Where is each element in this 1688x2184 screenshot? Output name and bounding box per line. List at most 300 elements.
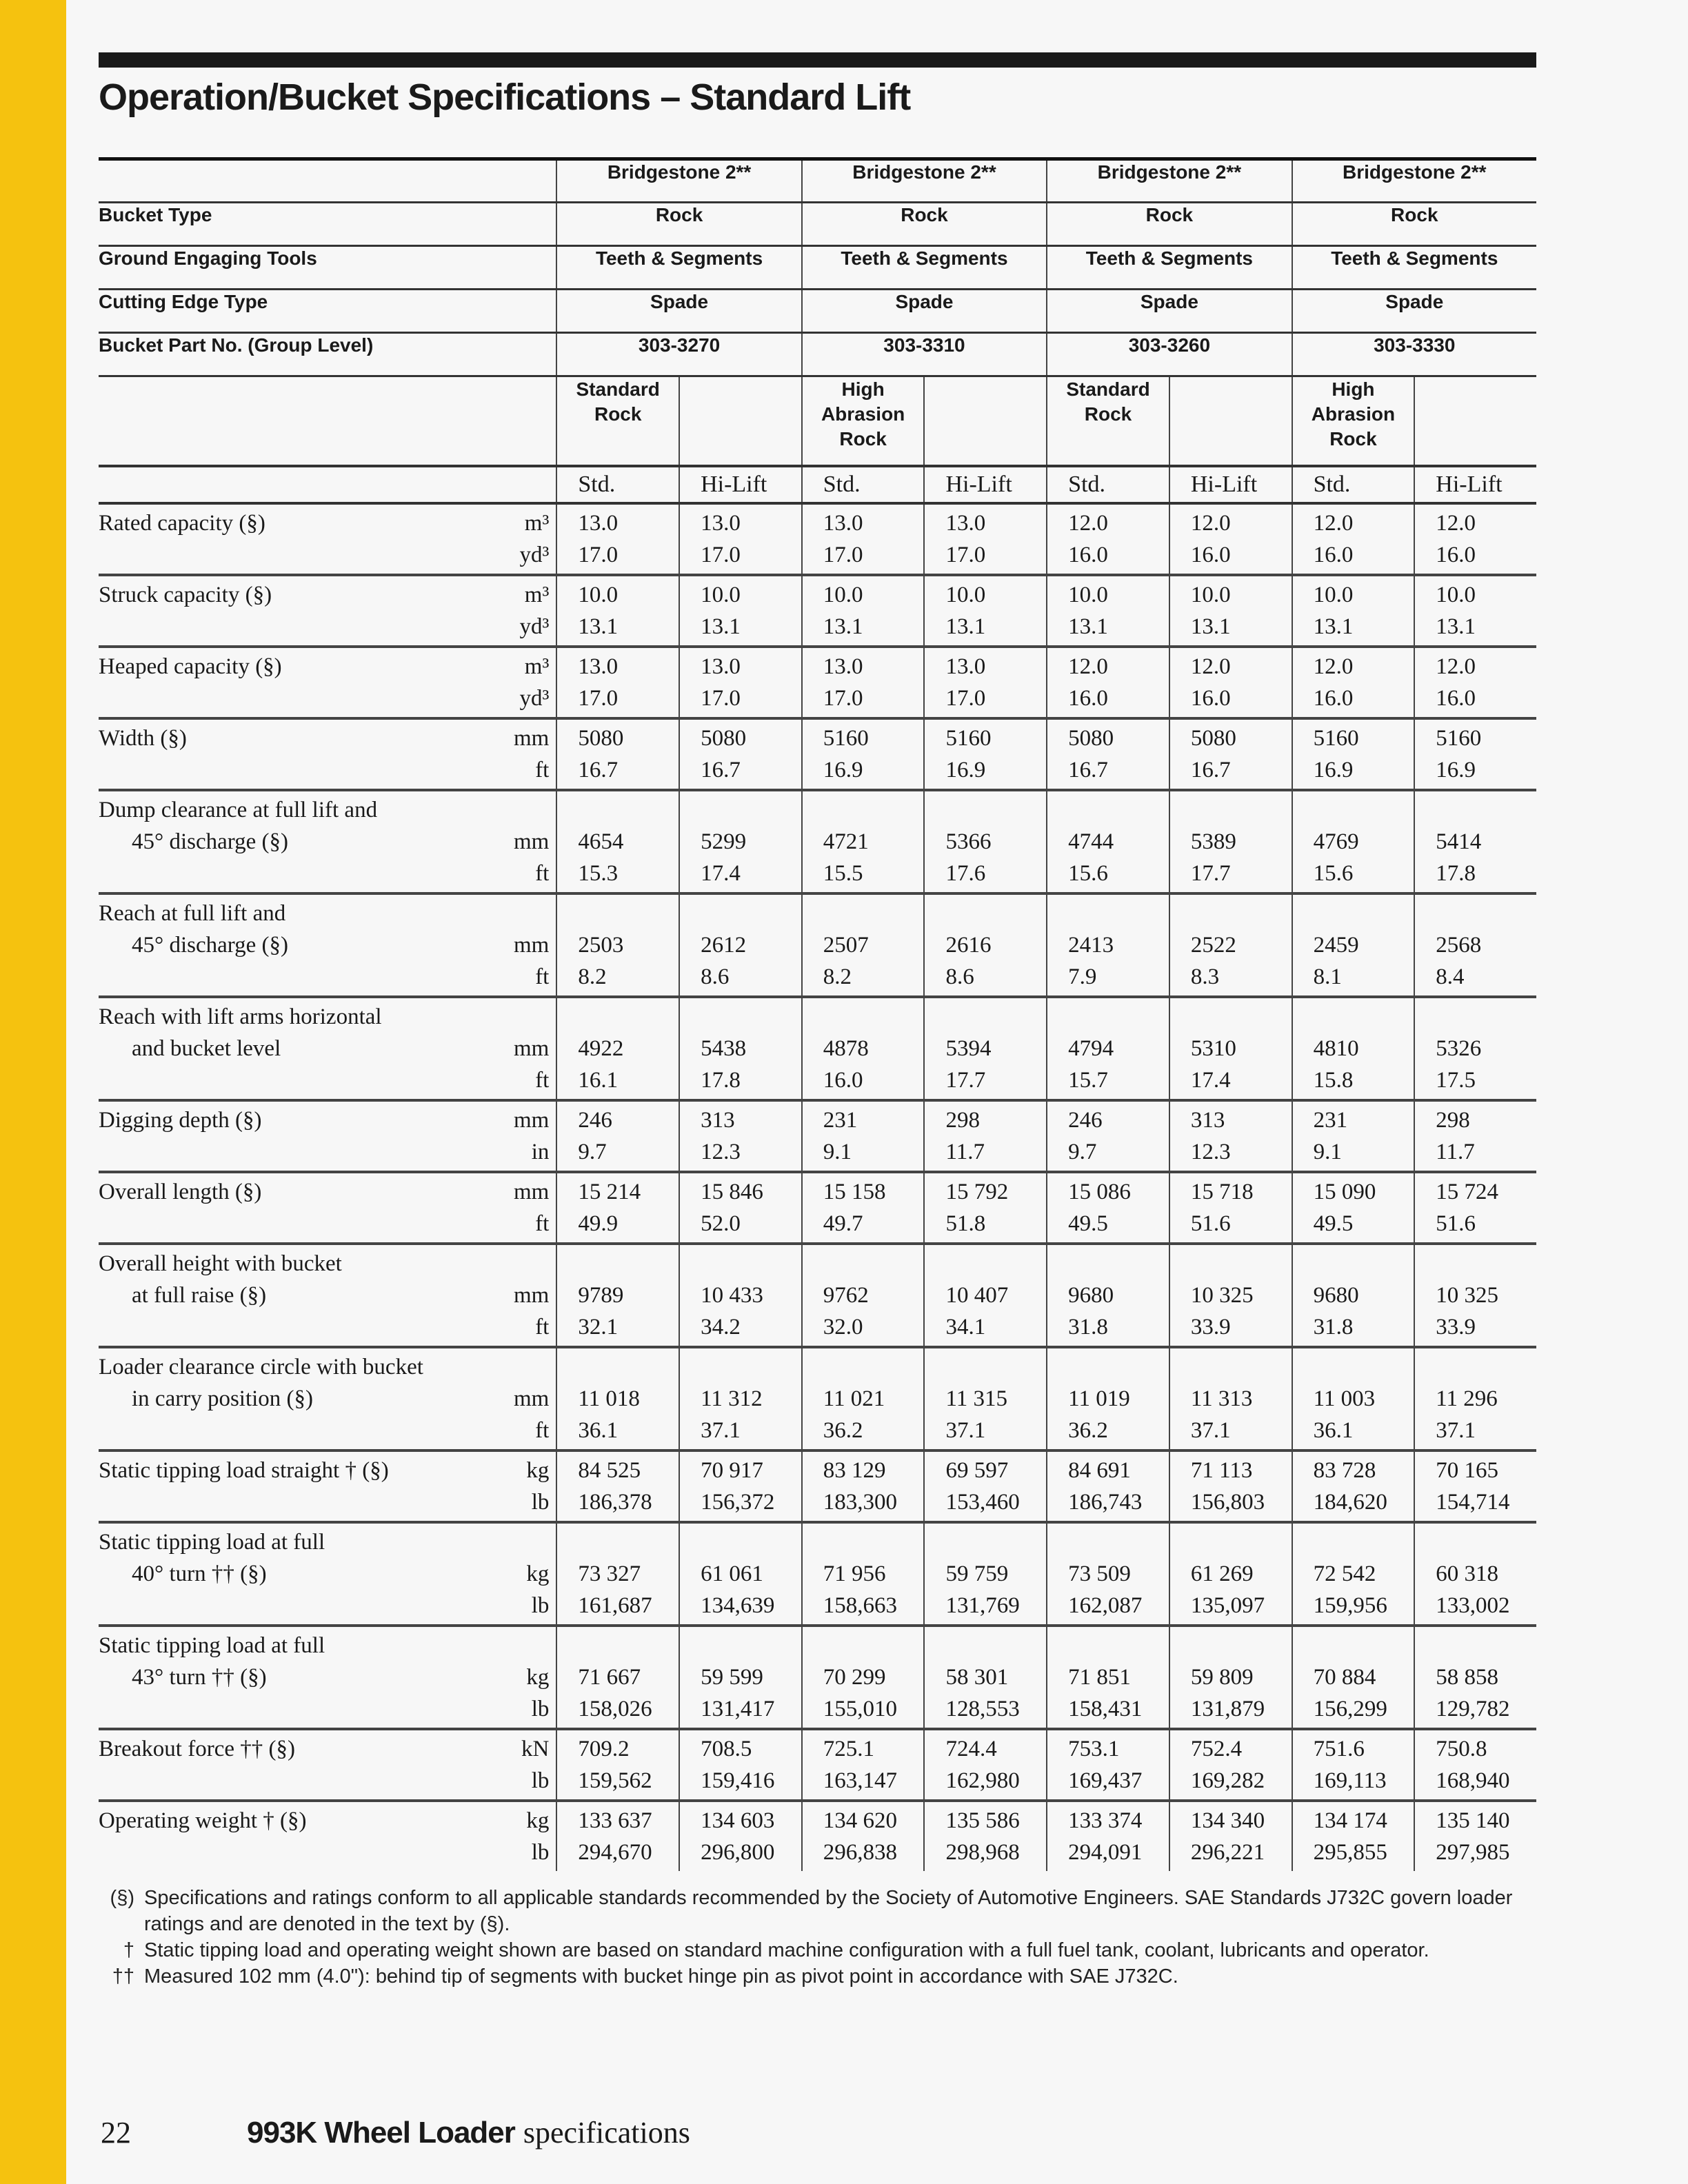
spec-value: 156,299 (1313, 1696, 1387, 1721)
spec-value: 73 509 (1068, 1561, 1131, 1586)
spec-row (99, 503, 1536, 575)
spacer (488, 1630, 549, 1661)
bucket-name-line: Standard (576, 378, 660, 400)
bucket-name-line: Abrasion (1311, 403, 1396, 425)
footer-model: 993K Wheel Loader (247, 2116, 515, 2150)
unit-label: ft (535, 1314, 550, 1339)
spec-value-cell (802, 718, 925, 790)
spec-value: 15 158 (823, 1179, 886, 1204)
spec-value-cell (802, 1172, 925, 1244)
spacer (488, 1248, 549, 1280)
unit-label: lb (531, 1696, 550, 1721)
spec-units (488, 1450, 556, 1522)
bucket-name (802, 376, 925, 466)
spacer (578, 1001, 679, 1033)
spec-value-cell (679, 503, 802, 575)
spec-value-cell (679, 1347, 802, 1450)
spec-value: 16.0 (823, 1067, 863, 1093)
spec-row (99, 1100, 1536, 1172)
spec-value: 84 691 (1068, 1457, 1131, 1483)
bucket-name-row (99, 376, 1536, 466)
spec-value-cell (924, 1522, 1047, 1626)
spacer (823, 1351, 924, 1383)
spec-value-cell (679, 1172, 802, 1244)
unit-label: mm (514, 1179, 550, 1204)
spec-value: 12.0 (1313, 510, 1354, 536)
spec-value-cell (1047, 575, 1169, 647)
spec-units (488, 718, 556, 790)
spec-value: 84 525 (578, 1457, 641, 1483)
spec-value-cell (1047, 790, 1169, 893)
spec-value: 12.0 (1068, 654, 1108, 679)
spec-value-cell (679, 1244, 802, 1347)
spec-value-cell (924, 997, 1047, 1100)
spec-value: 184,620 (1313, 1489, 1387, 1515)
spacer (823, 1526, 924, 1558)
spec-value: 298 (945, 1107, 980, 1133)
spec-value: 17.8 (701, 1067, 741, 1093)
header-row-label: Bucket Part No. (Group Level) (99, 333, 556, 376)
spec-value: 17.0 (945, 542, 986, 567)
header-row-value: Spade (1292, 290, 1536, 333)
spec-value: 52.0 (701, 1211, 741, 1236)
spec-value: 36.2 (823, 1417, 863, 1443)
spec-value: 298,968 (945, 1839, 1020, 1865)
spec-units (488, 1801, 556, 1871)
spec-value: 13.1 (1190, 614, 1231, 639)
spacer (578, 1526, 679, 1558)
spec-value: 10 325 (1436, 1282, 1499, 1308)
spacer (578, 794, 679, 826)
spec-label-line: Static tipping load straight † (§) (99, 1457, 389, 1483)
spec-value: 161,687 (578, 1593, 652, 1618)
spec-value: 5414 (1436, 829, 1482, 854)
spec-label-line: Static tipping load at full (99, 1529, 325, 1555)
spec-value: 11.7 (945, 1139, 985, 1164)
spec-value-cell (802, 1347, 925, 1450)
spec-value: 296,800 (701, 1839, 775, 1865)
unit-label: yd³ (519, 542, 550, 567)
spec-value: 58 301 (945, 1664, 1009, 1690)
spec-label-line: Struck capacity (§) (99, 582, 272, 607)
spec-value: 5366 (945, 829, 992, 854)
spec-value: 183,300 (823, 1489, 898, 1515)
spec-value: 71 851 (1068, 1664, 1131, 1690)
spec-value: 9789 (578, 1282, 624, 1308)
spec-value: 231 (823, 1107, 858, 1133)
spec-value: 11 019 (1068, 1386, 1130, 1411)
header-row-value: Teeth & Segments (802, 246, 1047, 290)
spec-value-cell (1414, 647, 1536, 718)
bucket-name-line: Standard (1066, 378, 1150, 400)
spec-value-cell (556, 1347, 679, 1450)
spec-value: 129,782 (1436, 1696, 1510, 1721)
header-row-value: Teeth & Segments (556, 246, 801, 290)
spec-value-cell (802, 1244, 925, 1347)
spec-value: 51.6 (1436, 1211, 1476, 1236)
bucket-name (1292, 376, 1415, 466)
spec-value-cell (924, 1450, 1047, 1522)
spacer (1191, 898, 1292, 929)
spacer (1068, 898, 1169, 929)
spec-units (488, 790, 556, 893)
unit-label: m³ (524, 582, 550, 607)
spec-value: 16.9 (823, 757, 863, 782)
header-row-label: Cutting Edge Type (99, 290, 556, 333)
spec-value: 4922 (578, 1035, 624, 1061)
spec-units (488, 997, 556, 1100)
unit-label: lb (531, 1768, 550, 1793)
spec-value: 131,879 (1190, 1696, 1265, 1721)
spec-value: 708.5 (701, 1736, 752, 1761)
spec-value-cell (679, 647, 802, 718)
spec-value: 313 (1190, 1107, 1225, 1133)
spec-value-cell (1047, 1626, 1169, 1729)
spec-value-cell (556, 1450, 679, 1522)
spec-value-cell (1169, 1244, 1292, 1347)
spec-value: 16.7 (1190, 757, 1231, 782)
spec-value: 13.0 (701, 654, 741, 679)
bucket-name-line: High (841, 378, 885, 400)
header-row-value: Teeth & Segments (1047, 246, 1292, 290)
spacer (701, 1351, 801, 1383)
spec-value-cell (556, 575, 679, 647)
spec-value: 11 312 (701, 1386, 763, 1411)
spec-value: 9.7 (578, 1139, 607, 1164)
spacer (701, 1001, 801, 1033)
spec-units (488, 647, 556, 718)
footnote (99, 1885, 1536, 1937)
unit-label: in (531, 1139, 550, 1164)
spec-value: 37.1 (701, 1417, 741, 1443)
spec-value: 70 165 (1436, 1457, 1499, 1483)
spec-value: 33.9 (1436, 1314, 1476, 1339)
spec-value: 2522 (1190, 932, 1236, 958)
spec-value: 16.0 (1068, 685, 1108, 711)
spec-value-cell (802, 575, 925, 647)
spec-value: 4878 (823, 1035, 869, 1061)
spec-value-cell (1292, 1244, 1415, 1347)
header-blank (679, 376, 802, 466)
spec-value-cell (679, 575, 802, 647)
spec-value: 5394 (945, 1035, 992, 1061)
unit-label: mm (514, 725, 550, 751)
spacer (1068, 1248, 1169, 1280)
spec-value-cell (1169, 1100, 1292, 1172)
spec-value-cell (924, 1100, 1047, 1172)
spec-value: 17.7 (945, 1067, 986, 1093)
spec-value-cell (1047, 1172, 1169, 1244)
spec-label-line: 43° turn †† (§) (132, 1664, 267, 1690)
spec-value: 8.1 (1313, 964, 1342, 989)
spacer (488, 898, 549, 929)
spec-label (99, 790, 488, 893)
spec-value-cell (802, 790, 925, 893)
spec-value: 34.1 (945, 1314, 986, 1339)
spec-label-line: Heaped capacity (§) (99, 654, 282, 679)
spec-value-cell (1047, 1522, 1169, 1626)
spec-value: 13.1 (945, 614, 986, 639)
spec-value: 156,372 (701, 1489, 775, 1515)
spec-value: 72 542 (1313, 1561, 1376, 1586)
spec-value-cell (556, 1244, 679, 1347)
spec-value: 5080 (701, 725, 747, 751)
spec-value-cell (802, 997, 925, 1100)
spec-value-cell (924, 1347, 1047, 1450)
spacer (945, 1001, 1046, 1033)
bucket-name-line: High (1332, 378, 1375, 400)
spacer (1191, 794, 1292, 826)
spec-value: 134 340 (1190, 1808, 1265, 1833)
spec-value: 11 018 (578, 1386, 640, 1411)
spec-value: 17.0 (578, 542, 619, 567)
spec-table-header (99, 159, 1536, 503)
spec-value: 11.7 (1436, 1139, 1475, 1164)
spec-label-line: Reach with lift arms horizontal (99, 1004, 382, 1029)
footer-suffix: specifications (523, 2116, 690, 2150)
spec-value: 753.1 (1068, 1736, 1120, 1761)
spec-value: 33.9 (1190, 1314, 1231, 1339)
spec-value: 7.9 (1068, 964, 1097, 989)
spec-value: 16.9 (1313, 757, 1354, 782)
spec-value-cell (679, 1626, 802, 1729)
spec-value-cell (556, 997, 679, 1100)
tire-row (99, 159, 1536, 203)
spec-value-cell (1292, 1522, 1415, 1626)
header-blank (99, 466, 556, 503)
spec-value: 12.0 (1068, 510, 1108, 536)
spec-label (99, 647, 488, 718)
spec-label (99, 997, 488, 1100)
spec-value: 12.0 (1436, 510, 1476, 536)
header-row-value: 303-3330 (1292, 333, 1536, 376)
spec-value: 59 809 (1190, 1664, 1254, 1690)
spacer (823, 1248, 924, 1280)
spec-value: 135 140 (1436, 1808, 1510, 1833)
spec-value: 158,663 (823, 1593, 898, 1618)
spec-value: 10.0 (1068, 582, 1108, 607)
spec-value: 296,838 (823, 1839, 898, 1865)
spec-row (99, 1172, 1536, 1244)
spacer (701, 1630, 801, 1661)
spec-units (488, 1729, 556, 1801)
spec-value: 709.2 (578, 1736, 630, 1761)
tire-cell: Bridgestone 2** (1047, 159, 1292, 203)
spec-value: 2507 (823, 932, 869, 958)
spec-value: 51.8 (945, 1211, 986, 1236)
spec-value-cell (802, 1450, 925, 1522)
spacer (488, 1526, 549, 1558)
spec-units (488, 1100, 556, 1172)
spec-row (99, 647, 1536, 718)
spacer (488, 1001, 549, 1033)
spacer (823, 1001, 924, 1033)
page-number: 22 (101, 2116, 131, 2150)
lift-type-label: Hi-Lift (1169, 466, 1292, 503)
spec-value: 37.1 (1436, 1417, 1476, 1443)
spec-value-cell (1414, 893, 1536, 997)
spacer (1314, 1630, 1414, 1661)
header-blank (1169, 376, 1292, 466)
spec-value-cell (802, 893, 925, 997)
header-row-value: 303-3310 (802, 333, 1047, 376)
spec-value: 17.0 (945, 685, 986, 711)
spec-label-line: Static tipping load at full (99, 1632, 325, 1658)
header-row-value: Spade (1047, 290, 1292, 333)
spec-value-cell (924, 1729, 1047, 1801)
spec-units (488, 1172, 556, 1244)
spacer (701, 898, 801, 929)
header-blank (924, 376, 1047, 466)
bucket-name-line: Rock (594, 403, 642, 425)
spec-value-cell (1292, 1172, 1415, 1244)
unit-label: kN (521, 1736, 550, 1761)
spec-value-cell (1169, 1522, 1292, 1626)
spec-value: 32.0 (823, 1314, 863, 1339)
spec-value-cell (679, 1729, 802, 1801)
footnote-text: Static tipping load and operating weight shown are based on standard machine configuration with a full fuel tank, coolant, lubricants and operator. (144, 1939, 1429, 1961)
spec-value: 70 917 (701, 1457, 763, 1483)
page-title: Operation/Bucket Specifications – Standard Lift (99, 77, 911, 118)
lift-type-label: Std. (1292, 466, 1415, 503)
spec-value: 5080 (1068, 725, 1114, 751)
spec-value-cell (556, 1801, 679, 1871)
spec-value: 724.4 (945, 1736, 997, 1761)
spec-value-cell (679, 1522, 802, 1626)
spec-value-cell (679, 997, 802, 1100)
spec-value: 13.0 (823, 654, 863, 679)
spacer (823, 794, 924, 826)
spec-value: 9.7 (1068, 1139, 1097, 1164)
spec-label (99, 1172, 488, 1244)
spec-value: 13.0 (701, 510, 741, 536)
spacer (945, 1526, 1046, 1558)
footnotes (99, 1885, 1536, 1990)
spec-value-cell (1169, 718, 1292, 790)
spacer (1436, 1248, 1536, 1280)
spec-value: 313 (701, 1107, 735, 1133)
header-blank (99, 376, 556, 466)
spacer (1314, 1001, 1414, 1033)
spec-label-line: 45° discharge (§) (132, 829, 289, 854)
bucket-name-line: Rock (839, 428, 887, 449)
spec-value: 134 620 (823, 1808, 898, 1833)
footnote (99, 1937, 1536, 1963)
spec-value: 15 718 (1190, 1179, 1254, 1204)
spec-value: 49.5 (1313, 1211, 1354, 1236)
footnote-mark: † (123, 1939, 134, 1961)
bucket-name (556, 376, 679, 466)
lift-type-row (99, 466, 1536, 503)
spec-value-cell (1414, 1347, 1536, 1450)
spec-value: 10 325 (1190, 1282, 1254, 1308)
spec-value: 159,416 (701, 1768, 775, 1793)
spec-value: 15.5 (823, 860, 863, 886)
spec-value: 59 759 (945, 1561, 1009, 1586)
spec-value-cell (679, 1801, 802, 1871)
spec-value: 10.0 (1190, 582, 1231, 607)
spacer (945, 1630, 1046, 1661)
footnote (99, 1963, 1536, 1990)
spec-value-cell (556, 1626, 679, 1729)
spec-value: 16.0 (1313, 685, 1354, 711)
spec-value: 12.3 (1190, 1139, 1231, 1164)
spec-value: 51.6 (1190, 1211, 1231, 1236)
spec-value: 169,113 (1313, 1768, 1387, 1793)
spec-value-cell (1414, 503, 1536, 575)
spacer (945, 1248, 1046, 1280)
bucket-name-line: Rock (1329, 428, 1377, 449)
spec-label (99, 575, 488, 647)
spec-value-cell (1414, 1100, 1536, 1172)
spec-value: 134,639 (701, 1593, 775, 1618)
spec-value: 16.0 (1313, 542, 1354, 567)
spec-value-cell (802, 1100, 925, 1172)
spec-value: 8.3 (1190, 964, 1220, 989)
spec-row (99, 1347, 1536, 1450)
spec-value-cell (1169, 1729, 1292, 1801)
spec-value: 5160 (823, 725, 869, 751)
spec-value: 11 313 (1190, 1386, 1253, 1411)
spec-value-cell (1292, 790, 1415, 893)
spec-value-cell (1169, 647, 1292, 718)
unit-label: m³ (524, 510, 550, 536)
spec-value-cell (1414, 718, 1536, 790)
spec-value: 16.7 (578, 757, 619, 782)
unit-label: yd³ (519, 685, 550, 711)
spacer (1191, 1630, 1292, 1661)
spec-value: 60 318 (1436, 1561, 1499, 1586)
spec-value-cell (1047, 1100, 1169, 1172)
spec-label (99, 1522, 488, 1626)
header-row-value: 303-3260 (1047, 333, 1292, 376)
spec-value: 15 846 (701, 1179, 763, 1204)
spec-label (99, 1450, 488, 1522)
spec-value: 10.0 (701, 582, 741, 607)
spec-value-cell (679, 1100, 802, 1172)
spec-value-cell (1292, 1347, 1415, 1450)
spec-value-cell (556, 893, 679, 997)
spec-value: 154,714 (1436, 1489, 1510, 1515)
spec-value: 10.0 (1436, 582, 1476, 607)
spec-row (99, 1729, 1536, 1801)
spec-value: 751.6 (1313, 1736, 1365, 1761)
spec-value-cell (1292, 1729, 1415, 1801)
spec-value: 13.0 (945, 510, 986, 536)
spec-value: 11 021 (823, 1386, 885, 1411)
footnote-text: Specifications and ratings conform to all applicable standards recommended by the Society of Automotive Engineers. SAE Standards J732C govern loader ratings and are denoted in the text by (§). (144, 1887, 1513, 1935)
header-blank (99, 159, 556, 203)
unit-label: ft (535, 757, 550, 782)
tire-cell: Bridgestone 2** (556, 159, 801, 203)
spec-value: 298 (1436, 1107, 1470, 1133)
spec-value-cell (1047, 1801, 1169, 1871)
spec-value-cell (802, 1626, 925, 1729)
spec-value: 294,670 (578, 1839, 652, 1865)
spec-value-cell (1292, 503, 1415, 575)
spec-row (99, 893, 1536, 997)
header-row-value: Rock (1047, 203, 1292, 246)
spec-value: 133,002 (1436, 1593, 1510, 1618)
spec-value: 134 174 (1313, 1808, 1387, 1833)
spec-row (99, 1522, 1536, 1626)
spec-label-line: Loader clearance circle with bucket (99, 1354, 423, 1379)
spacer (1191, 1248, 1292, 1280)
spec-value: 17.0 (823, 685, 863, 711)
spec-label-line: 45° discharge (§) (132, 932, 289, 958)
spec-value-cell (802, 1729, 925, 1801)
spec-label (99, 1244, 488, 1347)
